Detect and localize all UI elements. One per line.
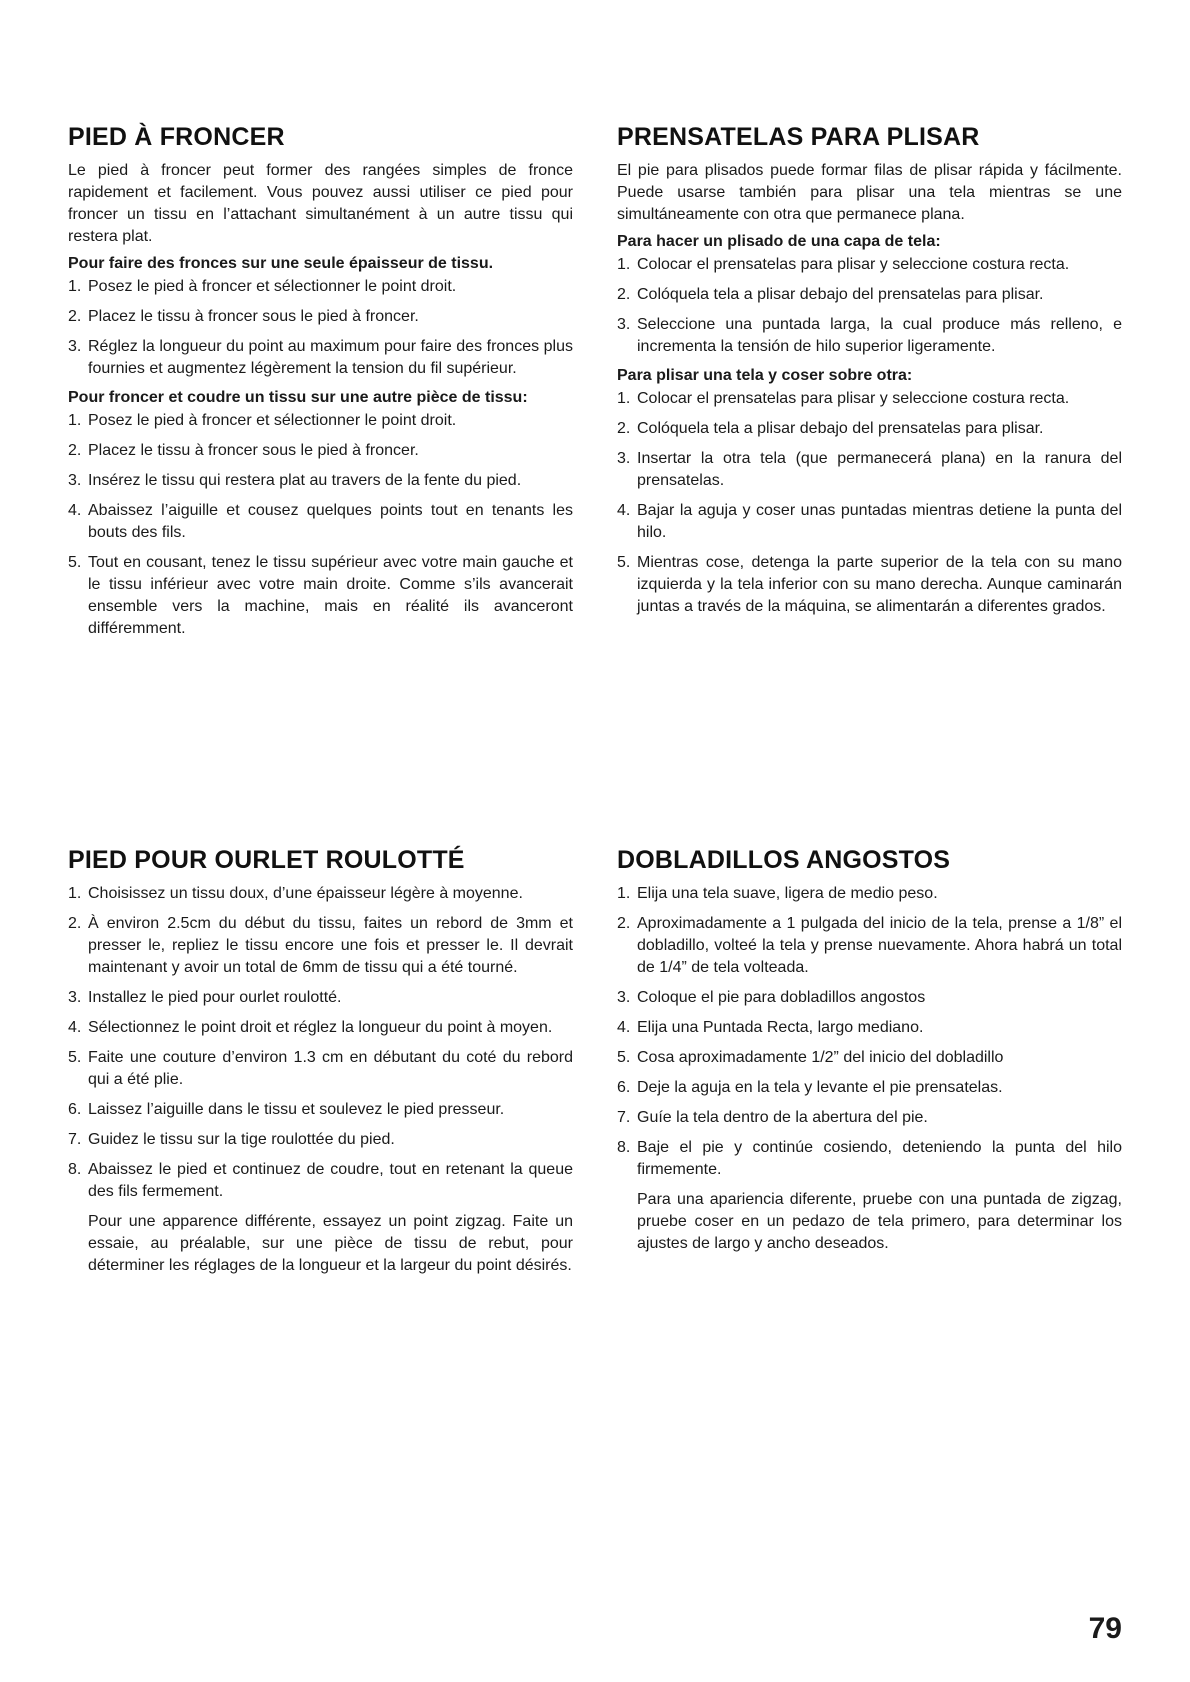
list-item: 1. Posez le pied à froncer et sélectionner le point droit. bbox=[68, 412, 457, 429]
page-number: 79 bbox=[1088, 1612, 1122, 1645]
subheading: Para plisar una tela y coser sobre otra: bbox=[617, 367, 913, 384]
list-item: 6. Deje la aguja en la tela y levante el pie prensatelas. bbox=[617, 1079, 1003, 1096]
list-item: 5. Mientras cose, detenga la parte superior de la tela con su mano izquierda y la tela inferior con su mano derecha. Aunque caminarán juntas a través de la máquina, se alimentarán a diferentes grados. bbox=[617, 554, 1122, 615]
list-item: 5. Cosa aproximadamente 1/2” del inicio del dobladillo bbox=[617, 1049, 1004, 1066]
steps-list bbox=[617, 388, 1122, 618]
steps-list bbox=[68, 276, 573, 380]
list-item: 8. Baje el pie y continúe cosiendo, deteniendo la punta del hilo firmemente. bbox=[617, 1139, 1122, 1178]
list-item: 3. Insérez le tissu qui restera plat au travers de la fente du pied. bbox=[68, 472, 522, 489]
section-prensatelas-para-plisar bbox=[617, 122, 1122, 626]
steps-list bbox=[617, 883, 1122, 1181]
section-title: DOBLADILLOS ANGOSTOS bbox=[617, 846, 951, 874]
list-item: 2. Placez le tissu à froncer sous le pied à froncer. bbox=[68, 442, 419, 459]
section-title: PIED POUR OURLET ROULOTTÉ bbox=[68, 846, 465, 874]
list-item: 4. Sélectionnez le point droit et réglez la longueur du point à moyen. bbox=[68, 1019, 553, 1036]
steps-list bbox=[617, 254, 1122, 358]
list-item: 2. Colóquela tela a plisar debajo del prensatelas para plisar. bbox=[617, 420, 1044, 437]
subheading: Para hacer un plisado de una capa de tela: bbox=[617, 233, 941, 250]
steps-list bbox=[68, 410, 573, 640]
section-pied-a-froncer bbox=[68, 122, 573, 648]
list-item: 5. Faite une couture d’environ 1.3 cm en débutant du coté du rebord qui a été plie. bbox=[68, 1049, 573, 1088]
subheading: Pour froncer et coudre un tissu sur une autre pièce de tissu: bbox=[68, 389, 528, 406]
subheading: Pour faire des fronces sur une seule épaisseur de tissu. bbox=[68, 255, 494, 272]
list-item: 3. Seleccione una puntada larga, la cual produce más relleno, e incrementa la tensión de hilo superior ligeramente. bbox=[617, 316, 1122, 355]
list-item: 2. Colóquela tela a plisar debajo del prensatelas para plisar. bbox=[617, 286, 1044, 303]
list-item: 1. Colocar el prensatelas para plisar y seleccione costura recta. bbox=[617, 390, 1070, 407]
list-item: 1. Elija una tela suave, ligera de medio peso. bbox=[617, 885, 938, 902]
note-paragraph: Para una apariencia diferente, pruebe con una puntada de zigzag, pruebe coser en un pedazo de tela primero, para determinar los ajustes de largo y ancho deseados. bbox=[637, 1191, 1122, 1252]
list-item: 3. Coloque el pie para dobladillos angostos bbox=[617, 989, 926, 1006]
list-item: 1. Colocar el prensatelas para plisar y seleccione costura recta. bbox=[617, 256, 1070, 273]
section-pied-pour-ourlet-roulotte bbox=[68, 845, 573, 1277]
list-item: 3. Réglez la longueur du point au maximum pour faire des fronces plus fournies et augmentez légèrement la tension du fil supérieur. bbox=[68, 338, 573, 377]
list-item: 3. Installez le pied pour ourlet roulotté. bbox=[68, 989, 342, 1006]
list-item: 1. Posez le pied à froncer et sélectionner le point droit. bbox=[68, 278, 457, 295]
section-dobladillos-angostos bbox=[617, 845, 1122, 1255]
list-item: 8. Abaissez le pied et continuez de coudre, tout en retenant la queue des fils fermement. bbox=[68, 1161, 573, 1200]
list-item: 6. Laissez l’aiguille dans le tissu et soulevez le pied presseur. bbox=[68, 1101, 505, 1118]
list-item: 4. Elija una Puntada Recta, largo mediano. bbox=[617, 1019, 924, 1036]
list-item: 1. Choisissez un tissu doux, d’une épaisseur légère à moyenne. bbox=[68, 885, 523, 902]
list-item: 4. Abaissez l’aiguille et cousez quelques points tout en tenants les bouts des fils. bbox=[68, 502, 573, 541]
intro-paragraph: Le pied à froncer peut former des rangées simples de fronce rapidement et facilement. Vous pouvez aussi utiliser ce pied pour froncer un tissu en l’attachant simultanément à un autre tissu qui restera plat. bbox=[68, 162, 573, 245]
section-title: PRENSATELAS PARA PLISAR bbox=[617, 123, 980, 151]
intro-paragraph: El pie para plisados puede formar filas de plisar rápida y fácilmente. Puede usarse también para plisar una tela mientras se une simultáneamente con otra que permanece plana. bbox=[617, 162, 1122, 223]
list-item: 7. Guíe la tela dentro de la abertura del pie. bbox=[617, 1109, 928, 1126]
list-item: 2. Placez le tissu à froncer sous le pied à froncer. bbox=[68, 308, 419, 325]
note-paragraph: Pour une apparence différente, essayez un point zigzag. Faite un essaie, au préalable, sur une pièce de tissu de rebut, pour déterminer les réglages de la longueur et la largeur du point désirés. bbox=[88, 1213, 573, 1274]
list-item: 7. Guidez le tissu sur la tige roulottée du pied. bbox=[68, 1131, 395, 1148]
section-title: PIED À FRONCER bbox=[68, 123, 285, 151]
list-item: 2. Aproximadamente a 1 pulgada del inicio de la tela, prense a 1/8” el dobladillo, volteé la tela y prense nuevamente. Ahora habrá un total de 1/4” de tela volteada. bbox=[617, 915, 1122, 976]
steps-list bbox=[68, 883, 573, 1203]
list-item: 4. Bajar la aguja y coser unas puntadas mientras detiene la punta del hilo. bbox=[617, 502, 1122, 541]
list-item: 3. Insertar la otra tela (que permanecerá plana) en la ranura del prensatelas. bbox=[617, 450, 1122, 489]
list-item: 5. Tout en cousant, tenez le tissu supérieur avec votre main gauche et le tissu inférieur avec votre main droite. Comme s’ils avancerait ensemble vers la machine, mais en réalité ils avanceront différemment. bbox=[68, 554, 573, 637]
list-item: 2. À environ 2.5cm du début du tissu, faites un rebord de 3mm et presser le, repliez le tissu encore une fois et presser le. Il devrait maintenant y avoir un total de 6mm de tissu qui a été tourné. bbox=[68, 915, 573, 976]
